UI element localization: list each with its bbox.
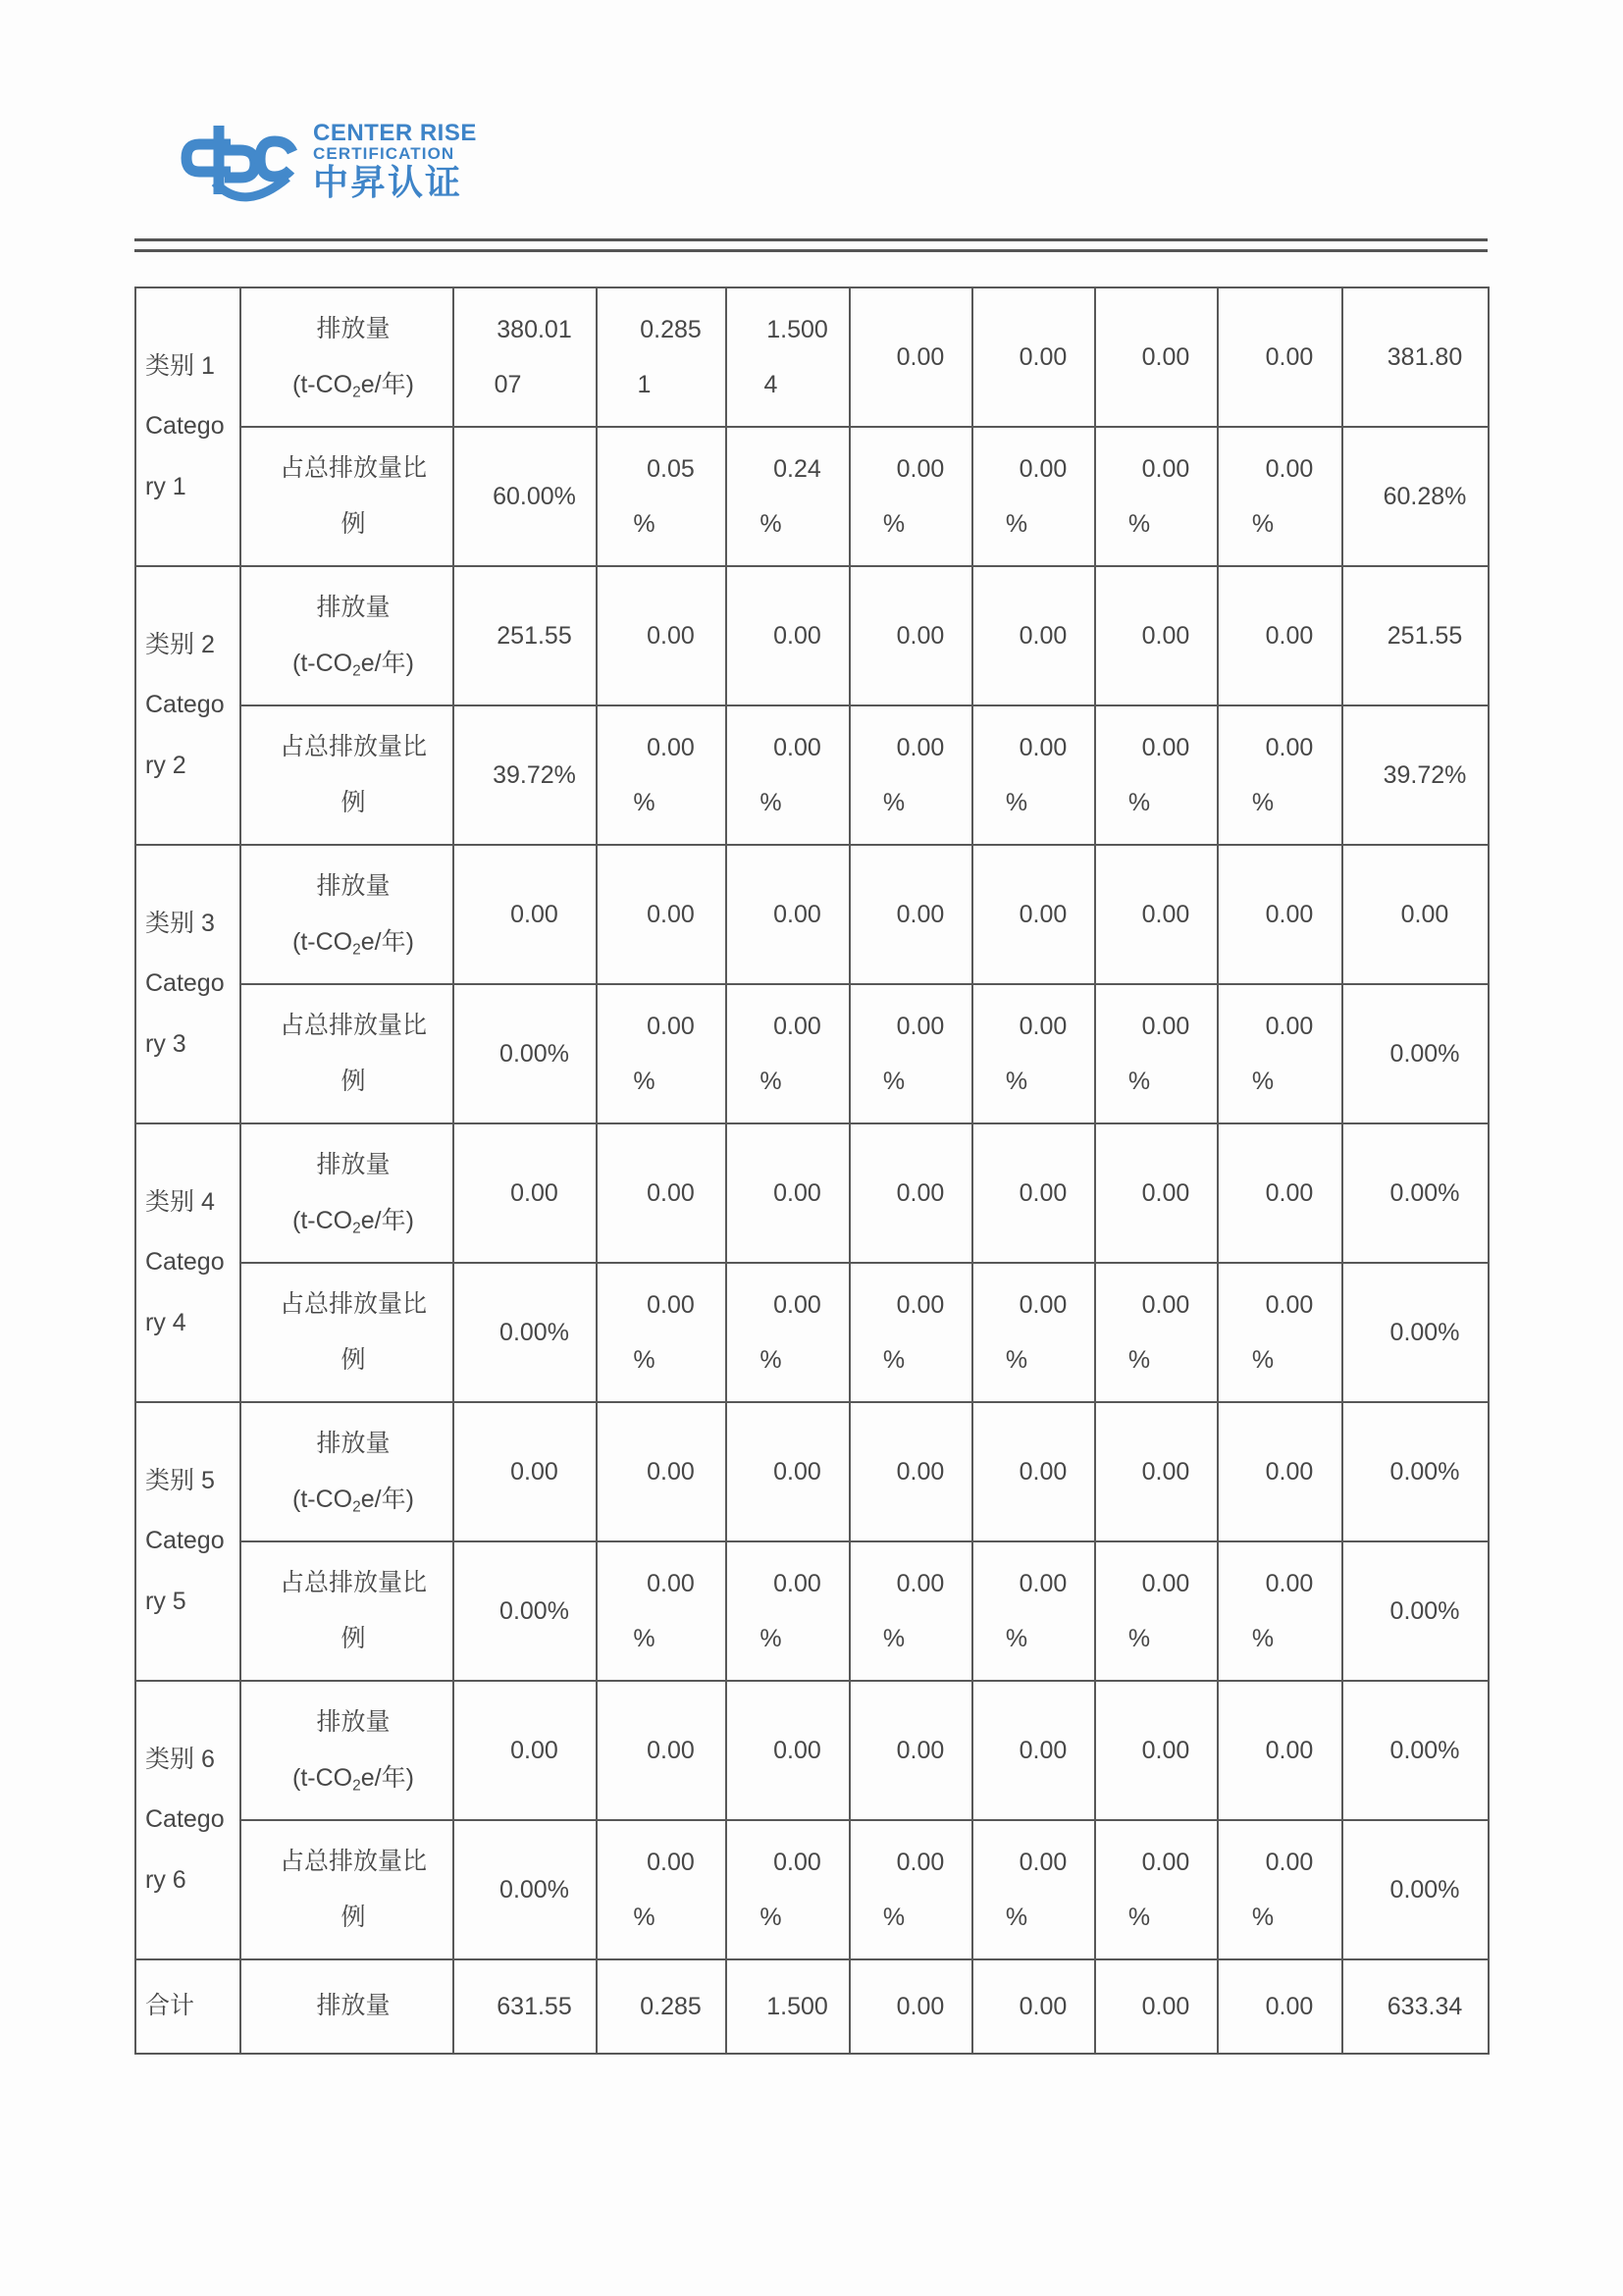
value-cell [1218,1820,1342,1959]
cell-line: 0.00 [896,1569,945,1597]
metric-label: 排放量 [316,871,391,900]
unit-text: (t-CO [292,1207,353,1234]
category-cell [135,845,240,1123]
unit-text: (t-CO [292,928,353,956]
row-total-cell: 251.55 [1342,566,1489,705]
company-logo [180,122,477,216]
row-total-cell: 633.34 [1342,1959,1489,2054]
cell-line: % [1127,510,1151,538]
table-row [135,1402,1489,1541]
table-row-total [135,1959,1489,2054]
value-cell [597,427,726,566]
unit-subscript: 2 [352,1777,361,1795]
metric-label: 例 [340,1068,366,1095]
value-cell: 0.00 [972,1402,1095,1541]
value-cell [850,427,972,566]
cell-line: 0.00 [1265,454,1314,483]
category-label-zh: 类别 2 [145,631,215,659]
value-cell: 0.00 [1095,1123,1218,1263]
cell-line: 0.00 [1141,1290,1190,1319]
metric-label-cell [240,984,453,1123]
cell-line: % [633,789,655,816]
cell-line: % [633,1346,655,1374]
value-cell: 0.00 [1218,1123,1342,1263]
value-cell [972,427,1095,566]
value-cell: 0.00% [453,1820,597,1959]
category-label-en: ry 2 [145,751,186,779]
row-total-cell: 0.00% [1342,984,1489,1123]
value-cell: 0.00 [597,845,726,984]
value-cell: 0.00 [1095,845,1218,984]
metric-label-cell [240,1820,453,1959]
value-cell [1095,1263,1218,1402]
cell-line: % [1005,789,1028,816]
value-cell [1095,984,1218,1123]
cell-line: 0.00 [1141,454,1190,483]
value-cell [726,1263,850,1402]
value-cell: 0.00 [1218,566,1342,705]
table-row [135,287,1489,427]
cell-line: 07 [494,371,522,398]
cell-line: 0.00 [896,454,945,483]
unit-subscript: 2 [352,941,361,959]
category-label-en: ry 3 [145,1029,186,1058]
header-divider-rule [134,238,1488,252]
value-cell: 0.00 [1095,566,1218,705]
value-cell: 0.00 [597,566,726,705]
cell-line: 0.00 [647,1848,695,1876]
logo-text-block [313,122,477,200]
value-cell: 631.55 [453,1959,597,2054]
category-label-en: ry 5 [145,1587,186,1615]
cell-line: % [882,1346,906,1374]
value-cell [726,1541,850,1681]
metric-label: 排放量 [316,593,391,621]
row-total-cell: 0.00 [1342,845,1489,984]
category-cell [135,1402,240,1681]
cell-line: % [1127,1625,1151,1652]
cell-line: 0.00 [1265,733,1314,761]
value-cell: 0.00 [850,1959,972,2054]
cell-line: 0.00 [647,1290,695,1319]
cell-line: % [1251,510,1275,538]
cell-line: 0.00 [896,1290,945,1319]
value-cell [1218,705,1342,845]
cell-line: % [1127,789,1151,816]
value-cell [1095,705,1218,845]
value-cell [850,1820,972,1959]
unit-text: e/年) [360,371,414,398]
cell-line: % [633,1068,655,1095]
value-cell: 0.00 [850,287,972,427]
metric-label: 例 [340,789,366,816]
metric-label: 占总排放量比 [279,453,427,482]
cell-line: 0.24 [773,454,821,483]
value-cell: 0.00 [726,845,850,984]
value-cell: 1.500 [726,1959,850,2054]
value-cell: 0.00 [726,1402,850,1541]
category-label-en: ry 1 [145,472,186,500]
cell-line: 0.00 [773,1569,821,1597]
row-total-cell: 0.00% [1342,1681,1489,1820]
metric-label: 占总排放量比 [279,1847,427,1875]
value-cell: 0.00 [1218,1681,1342,1820]
unit-subscript: 2 [352,662,361,680]
table-row [135,845,1489,984]
metric-label: 排放量 [316,1429,391,1457]
value-cell: 0.00 [597,1681,726,1820]
category-label-en: Catego [145,1527,225,1555]
metric-label: 例 [340,510,366,538]
value-cell: 0.00 [1218,287,1342,427]
category-label-zh: 类别 1 [145,352,215,381]
value-cell: 39.72% [453,705,597,845]
crc-logo-icon [180,122,299,216]
cell-line: % [1251,1904,1275,1931]
value-cell: 0.00 [850,1402,972,1541]
table-row [135,705,1489,845]
metric-label-cell [240,566,453,705]
value-cell [726,984,850,1123]
value-cell [1218,427,1342,566]
value-cell [1095,1820,1218,1959]
row-total-cell: 381.80 [1342,287,1489,427]
value-cell: 0.00% [453,1541,597,1681]
cell-line: 0.00 [1141,1569,1190,1597]
value-cell: 0.00 [972,845,1095,984]
cell-line: 1.500 [766,315,828,343]
value-cell [597,287,726,427]
value-cell: 0.00 [453,1681,597,1820]
row-total-cell: 0.00% [1342,1541,1489,1681]
metric-label-cell [240,287,453,427]
cell-line: % [882,510,906,538]
cell-line: 0.00 [647,1569,695,1597]
cell-line: % [1005,1904,1028,1931]
row-total-cell: 0.00% [1342,1123,1489,1263]
cell-line: % [1251,789,1275,816]
cell-line: % [1005,1068,1028,1095]
value-cell: 0.00 [453,845,597,984]
table-row [135,1123,1489,1263]
value-cell [726,1820,850,1959]
unit-text: e/年) [360,928,414,956]
cell-line: % [633,1904,655,1931]
value-cell: 0.00 [972,1123,1095,1263]
cell-line: % [759,789,782,816]
cell-line: 0.00 [773,733,821,761]
value-cell: 0.00 [850,1681,972,1820]
cell-line: 0.00 [1265,1012,1314,1040]
cell-line: % [882,1625,906,1652]
value-cell: 0.00% [453,984,597,1123]
metric-unit [255,1750,451,1807]
cell-line: % [633,1625,655,1652]
value-cell: 0.00 [597,1402,726,1541]
cell-line: 0.00 [647,733,695,761]
metric-label-cell: 排放量 [240,1959,453,2054]
value-cell: 0.00 [972,1681,1095,1820]
cell-line: % [759,1068,782,1095]
cell-line: 0.00 [1019,733,1068,761]
table-row [135,984,1489,1123]
value-cell [726,427,850,566]
metric-label-cell [240,1681,453,1820]
unit-subscript: 2 [352,1498,361,1516]
cell-line: 0.00 [1265,1569,1314,1597]
category-label-zh: 类别 5 [145,1467,215,1495]
category-cell [135,1681,240,1959]
value-cell [1218,984,1342,1123]
value-cell [597,1263,726,1402]
row-total-cell: 0.00% [1342,1402,1489,1541]
value-cell [453,287,597,427]
category-label-en: Catego [145,1248,225,1277]
logo-name-line1: CENTER RISE [313,120,477,146]
metric-label-cell [240,1123,453,1263]
cell-line: 0.00 [896,1848,945,1876]
cell-line: 0.00 [773,1012,821,1040]
category-label-en: Catego [145,412,225,441]
category-label-en: ry 6 [145,1865,186,1894]
value-cell [972,984,1095,1123]
metric-label-cell [240,845,453,984]
cell-line: 0.00 [1265,1290,1314,1319]
value-cell [1218,1541,1342,1681]
cell-line: % [882,789,906,816]
value-cell: 0.00 [1218,1959,1342,2054]
category-label-en: ry 4 [145,1308,186,1336]
cell-line: % [1127,1904,1151,1931]
value-cell: 0.00 [453,1402,597,1541]
unit-text: e/年) [360,1764,414,1792]
value-cell: 0.00 [453,1123,597,1263]
category-cell [135,1123,240,1402]
metric-label: 占总排放量比 [279,732,427,760]
category-label-en: Catego [145,1805,225,1834]
metric-label: 占总排放量比 [279,1568,427,1596]
cell-line: % [759,510,782,538]
cell-line: 0.00 [1265,1848,1314,1876]
value-cell [850,1263,972,1402]
metric-label-cell [240,705,453,845]
unit-subscript: 2 [352,1220,361,1237]
value-cell: 0.285 [597,1959,726,2054]
value-cell [1095,1541,1218,1681]
cell-line: 0.00 [773,1290,821,1319]
cell-line: 0.00 [896,733,945,761]
value-cell [597,984,726,1123]
cell-line: % [1251,1625,1275,1652]
unit-text: e/年) [360,650,414,677]
value-cell [597,1541,726,1681]
value-cell [972,1541,1095,1681]
table-row [135,1820,1489,1959]
value-cell [850,705,972,845]
value-cell: 0.00 [850,566,972,705]
row-total-cell: 60.28% [1342,427,1489,566]
metric-label: 例 [340,1904,366,1931]
cell-line: % [1127,1068,1151,1095]
cell-line: % [759,1346,782,1374]
unit-text: (t-CO [292,1486,353,1513]
metric-label-cell [240,1263,453,1402]
value-cell [1095,427,1218,566]
metric-unit [255,914,451,971]
cell-line: 380.01 [497,315,572,343]
category-label-en: Catego [145,691,225,719]
cell-line: 1 [637,371,652,398]
cell-line: 0.00 [1019,1012,1068,1040]
metric-label: 占总排放量比 [279,1011,427,1039]
cell-line: % [882,1904,906,1931]
value-cell: 0.00 [1218,1402,1342,1541]
cell-line: % [633,510,655,538]
category-cell [135,566,240,845]
table-row [135,427,1489,566]
cell-line: 0.00 [647,1012,695,1040]
metric-label: 排放量 [316,314,391,342]
cell-line: % [759,1904,782,1931]
emissions-table [134,287,1490,2055]
logo-name-chinese: 中昇认证 [313,161,463,202]
cell-line: % [1251,1068,1275,1095]
category-label-zh: 类别 6 [145,1746,215,1774]
metric-label: 占总排放量比 [279,1289,427,1318]
metric-label: 例 [340,1346,366,1374]
value-cell: 0.00 [597,1123,726,1263]
value-cell: 0.00 [1095,1959,1218,2054]
value-cell: 0.00 [972,566,1095,705]
value-cell: 0.00% [453,1263,597,1402]
metric-label: 排放量 [316,1150,391,1178]
metric-unit [255,1472,451,1529]
category-label-zh: 类别 3 [145,910,215,938]
value-cell [972,1820,1095,1959]
value-cell [597,705,726,845]
unit-text: (t-CO [292,1764,353,1792]
metric-label: 排放量 [316,1707,391,1736]
value-cell [850,1541,972,1681]
unit-text: (t-CO [292,371,353,398]
metric-label: 例 [340,1625,366,1652]
metric-label-cell [240,1541,453,1681]
value-cell: 0.00 [1095,287,1218,427]
cell-line: % [1005,1625,1028,1652]
row-total-cell: 0.00% [1342,1820,1489,1959]
value-cell [1218,1263,1342,1402]
unit-subscript: 2 [352,384,361,401]
cell-line: 0.00 [1141,733,1190,761]
cell-line: 0.00 [773,1848,821,1876]
value-cell [972,705,1095,845]
metric-unit [255,1193,451,1250]
row-total-cell: 39.72% [1342,705,1489,845]
cell-line: 0.00 [1141,1848,1190,1876]
cell-line: % [1127,1346,1151,1374]
value-cell: 0.00 [726,1681,850,1820]
value-cell [726,287,850,427]
category-cell [135,287,240,566]
value-cell [726,705,850,845]
metric-label-cell [240,427,453,566]
cell-line: 0.00 [1019,1290,1068,1319]
value-cell: 0.00 [1218,845,1342,984]
metric-unit [255,636,451,693]
table-row [135,1681,1489,1820]
cell-line: % [759,1625,782,1652]
logo-name-line2: CERTIFICATION [313,144,455,163]
cell-line: 0.00 [1141,1012,1190,1040]
value-cell: 0.00 [850,1123,972,1263]
value-cell: 0.00 [850,845,972,984]
row-total-cell: 0.00% [1342,1263,1489,1402]
grand-total-label-cell: 合计 [135,1959,240,2054]
cell-line: 0.00 [1019,1848,1068,1876]
cell-line: 0.00 [1019,1569,1068,1597]
unit-text: e/年) [360,1486,414,1513]
value-cell: 0.00 [1095,1402,1218,1541]
metric-label-cell [240,1402,453,1541]
table-row [135,1541,1489,1681]
category-label-zh: 类别 4 [145,1188,215,1217]
value-cell: 0.00 [972,1959,1095,2054]
cell-line: 0.285 [640,315,702,343]
table-row [135,566,1489,705]
value-cell: 0.00 [1095,1681,1218,1820]
cell-line: 0.00 [1019,454,1068,483]
value-cell [850,984,972,1123]
cell-line: 4 [763,371,778,398]
value-cell [972,1263,1095,1402]
cell-line: 0.00 [896,1012,945,1040]
cell-line: 0.05 [647,454,695,483]
cell-line: % [1251,1346,1275,1374]
table-row [135,1263,1489,1402]
value-cell: 0.00 [972,287,1095,427]
value-cell [597,1820,726,1959]
cell-line: % [1005,510,1028,538]
value-cell: 60.00% [453,427,597,566]
metric-unit [255,357,451,414]
value-cell: 0.00 [726,566,850,705]
unit-text: (t-CO [292,650,353,677]
category-label-en: Catego [145,969,225,998]
value-cell: 251.55 [453,566,597,705]
cell-line: % [1005,1346,1028,1374]
value-cell: 0.00 [726,1123,850,1263]
unit-text: e/年) [360,1207,414,1234]
cell-line: % [882,1068,906,1095]
